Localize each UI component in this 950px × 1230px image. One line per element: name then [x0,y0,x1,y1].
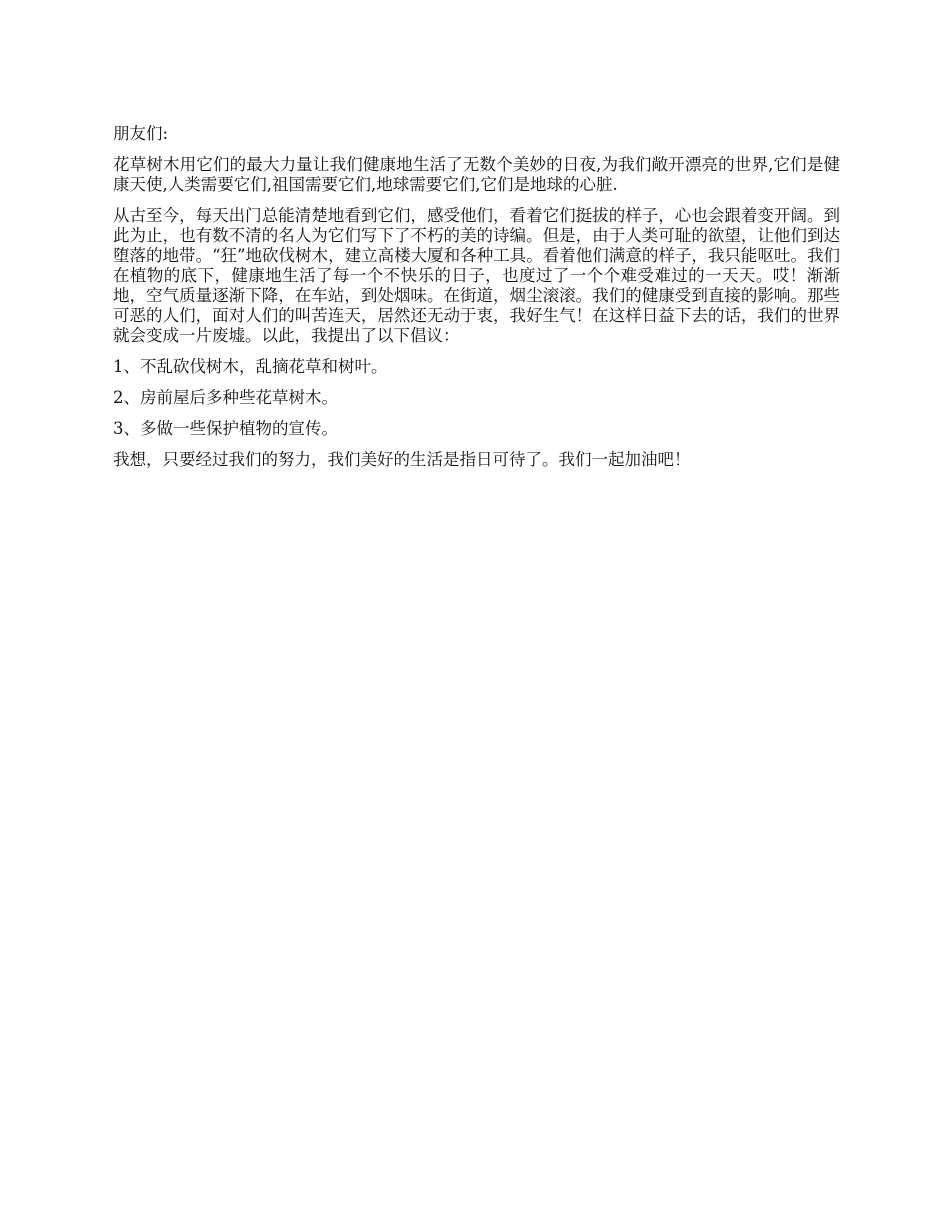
proposal-item-2: 2、房前屋后多种些花草树木。 [113,388,338,407]
paragraph-intro: 花草树木用它们的最大力量让我们健康地生活了无数个美妙的日夜,为我们敞开漂亮的世界,它们是健康天使,人类需要它们,祖国需要它们,地球需要它们,它们是地球的心脏. [113,155,840,194]
document-body [113,124,840,481]
paragraph-main: 从古至今，每天出门总能清楚地看到它们，感受他们，看着它们挺拔的样子，心也会跟着变开阔。到此为止，也有数不清的名人为它们写下了不朽的美的诗编。但是，由于人类可耻的欲望，让他们到达堕落的地带。“狂”地砍伐树木，建立高楼大厦和各种工具。看着他们满意的样子，我只能呕吐。我们在植物的底下，健康地生活了每一个不快乐的日子，也度过了一个个难受难过的一天天。哎！渐渐地，空气质量逐渐下降，在车站，到处烟味。在街道，烟尘滚滚。我们的健康受到直接的影响。那些可恶的人们，面对人们的叫苦连天，居然还无动于衷，我好生气！在这样日益下去的话，我们的世界就会变成一片废墟。以此，我提出了以下倡议： [113,206,840,345]
proposal-item-3: 3、多做一些保护植物的宣传。 [113,419,338,438]
salutation: 朋友们: [113,124,169,143]
proposal-item-1: 1、不乱砍伐树木，乱摘花草和树叶。 [113,357,388,376]
closing-paragraph: 我想，只要经过我们的努力，我们美好的生活是指日可待了。我们一起加油吧！ [113,450,691,469]
